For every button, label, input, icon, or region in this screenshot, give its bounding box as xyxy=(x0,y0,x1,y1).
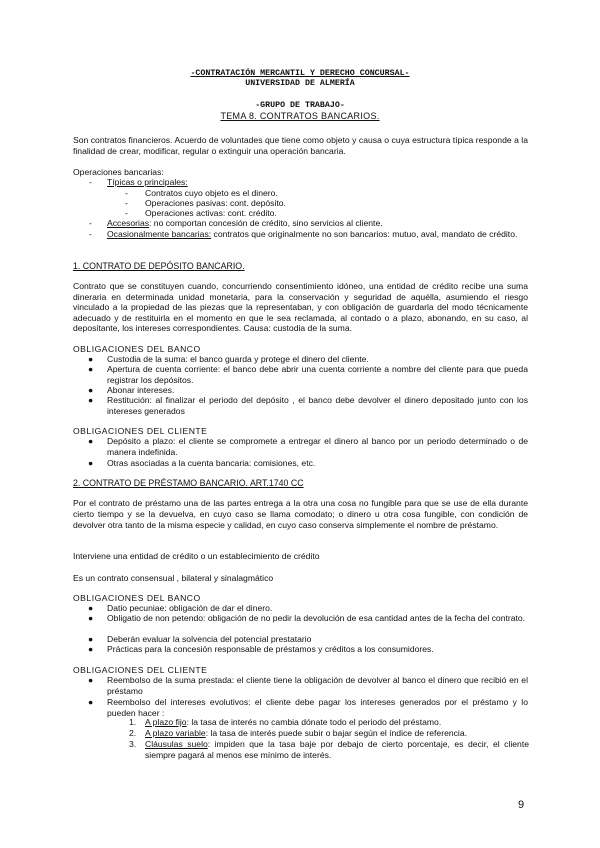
banco-item xyxy=(88,644,528,655)
numbered-text: : la tasa de interés puede subir o bajar según el índice de referencia. xyxy=(205,728,468,738)
sub-dash-marker: - xyxy=(125,188,128,198)
bullet-marker: ● xyxy=(88,697,94,707)
bullet-marker: ● xyxy=(88,354,94,364)
section1-title: 1. CONTRATO DE DEPÓSITO BANCARIO. xyxy=(73,261,245,271)
section1-banco-title: OBLIGACIONES DEL BANCO xyxy=(73,344,201,354)
header-group: -GRUPO DE TRABAJO- xyxy=(255,101,345,110)
banco-item xyxy=(88,354,528,365)
tipicas-label: Típicas o principales: xyxy=(107,177,188,187)
banco-item xyxy=(88,634,528,645)
cliente-item xyxy=(88,675,528,696)
bullet-marker: ● xyxy=(88,644,94,654)
numbered-label: Cláusulas suelo xyxy=(145,739,208,749)
banco-item xyxy=(88,395,528,416)
section2-banco-title: OBLIGACIONES DEL BANCO xyxy=(73,593,201,603)
tipicas-item-text: Contratos cuyo objeto es el dinero. xyxy=(145,188,278,198)
bullet-marker: ● xyxy=(88,364,94,374)
bullet-marker: ● xyxy=(88,675,94,685)
numbered-text: : la tasa de interés no cambia dónate todo el periodo del préstamo. xyxy=(186,717,442,727)
section2-title: 2. CONTRATO DE PRÉSTAMO BANCARIO. ART.1740 CC xyxy=(73,478,304,488)
intro-paragraph: Son contratos financieros. Acuerdo de voluntades que tiene como objeto y causa o cuya estructura típica responde a la finalidad de crear, modificar, regular o extinguir una operación bancaria. xyxy=(73,135,528,156)
tipicas-item xyxy=(125,198,286,209)
bullet-marker: ● xyxy=(88,395,94,405)
banco-item-text: Restitución: al finalizar el periodo del depósito , el banco debe devolver el dinero depositado junto con los intereses generados xyxy=(107,395,528,416)
bullet-marker: ● xyxy=(88,613,94,623)
section2-line-consensual: Es un contrato consensual , bilateral y sinalagmático xyxy=(73,573,274,583)
ocasional-text: contratos que originalmente no son bancarios: mutuo, aval, mandato de crédito. xyxy=(211,229,518,239)
operaciones-title: Operaciones bancarias: xyxy=(73,167,164,177)
banco-item-text: Abonar intereses. xyxy=(107,385,175,395)
accesorias-label: Accesorias xyxy=(107,218,150,228)
ocasional-label: Ocasionalmente bancarias: xyxy=(107,229,212,239)
tipicas-item-text: Operaciones pasivas: cont. depósito. xyxy=(145,198,286,208)
banco-item xyxy=(88,613,528,624)
dash-marker: - xyxy=(89,218,92,228)
bullet-marker: ● xyxy=(88,385,94,395)
banco-item-text: Deberán evaluar la solvencia del potencial prestatario xyxy=(107,634,312,644)
banco-item-text: Obligatio de non petendo: obligación de no pedir la devolución de esa cantidad antes de la fecha del contrato. xyxy=(107,613,526,623)
header-topic: TEMA 8. CONTRATOS BANCARIOS. xyxy=(220,111,380,121)
cliente-item-text: Reembolso de la suma prestada: el cliente tiene la obligación de devolver al banco el dinero que recibió en el préstamo xyxy=(107,675,528,696)
numbered-marker: 1. xyxy=(129,717,137,727)
banco-item xyxy=(88,385,528,396)
header-university: UNIVERSIDAD DE ALMERÍA xyxy=(245,79,355,88)
banco-item-text: Custodia de la suma: el banco guarda y protege el dinero del cliente. xyxy=(107,354,369,364)
banco-item xyxy=(88,364,528,385)
numbered-item xyxy=(129,717,529,728)
sub-dash-marker: - xyxy=(125,198,128,208)
accesorias-text: : no comportan concesión de crédito, sino servicios al cliente. xyxy=(149,218,383,228)
numbered-item xyxy=(129,728,529,739)
numbered-item xyxy=(129,739,529,760)
numbered-label: A plazo fijo xyxy=(145,717,187,727)
tipicas-item xyxy=(125,188,278,199)
bullet-marker: ● xyxy=(88,458,94,468)
numbered-text: : impiden que la tasa baje por debajo de cierto porcentaje, es decir, el cliente siempre pagará al menos ese mínimo de interés. xyxy=(145,739,529,760)
banco-item-text: Apertura de cuenta corriente: el banco debe abrir una cuenta corriente a nombre del cliente para que pueda registrar los depósitos. xyxy=(107,364,528,385)
numbered-marker: 3. xyxy=(129,739,137,749)
banco-item-text: Prácticas para la concesión responsable de préstamos y créditos a los consumidores. xyxy=(107,644,434,654)
section1-cliente-title: OBLIGACIONES DEL CLIENTE xyxy=(73,426,208,436)
numbered-label: A plazo variable xyxy=(145,728,206,738)
header-course: -CONTRATACIÓN MERCANTIL Y DERECHO CONCURSAL- xyxy=(190,69,410,78)
section1-paragraph: Contrato que se constituyen cuando, concurriendo consentimiento idóneo, una entidad de crédito recibe una suma dineraria en determinada unidad monetaria, para la conservación y seguridad de aquélla, asumiendo el riesgo vinculado a la propiedad de las piezas que la representaban, y con obligación de guardarla del modo técnicamente adecuado y de restituirla en el momento en que le sea reclamada, al contado o a plazo, abonando, en su caso, al depositante, los intereses correspondientes. Causa: custodia de la suma. xyxy=(73,281,528,334)
banco-item xyxy=(88,603,528,614)
cliente-item xyxy=(88,436,528,457)
cliente-item-text: Reembolso del intereses evolutivos: el cliente debe pagar los intereses generados por el préstamo y lo pueden hacer : xyxy=(107,697,528,718)
cliente-item xyxy=(88,458,528,469)
section2-paragraph: Por el contrato de préstamo una de las partes entrega a la otra una cosa no fungible para que se use de ella durante cierto tiempo y se la devuelva, en cuyo caso se llama comodato; o dinero u otra cosa fungible, con condición de devolver otra tanto de la misma especie y calidad, en cuyo caso conserva simplemente el nombre de préstamo. xyxy=(73,498,528,530)
banco-item-text: Datio pecuniae: obligación de dar el dinero. xyxy=(107,603,273,613)
section2-cliente-title: OBLIGACIONES DEL CLIENTE xyxy=(73,665,208,675)
operaciones-accesorias xyxy=(89,218,383,229)
tipicas-item-text: Operaciones activas: cont. crédito. xyxy=(145,208,277,218)
cliente-item xyxy=(88,697,528,718)
bullet-marker: ● xyxy=(88,634,94,644)
dash-marker: - xyxy=(89,229,92,239)
sub-dash-marker: - xyxy=(125,208,128,218)
operaciones-tipicas xyxy=(89,177,188,188)
cliente-item-text: Otras asociadas a la cuenta bancaria: comisiones, etc. xyxy=(107,458,316,468)
bullet-marker: ● xyxy=(88,436,94,446)
section2-line-entidad: Interviene una entidad de crédito o un establecimiento de crédito xyxy=(73,551,320,561)
dash-marker: - xyxy=(89,177,92,187)
tipicas-item xyxy=(125,208,277,219)
operaciones-ocasional xyxy=(89,229,529,240)
page-number: 9 xyxy=(518,799,525,811)
bullet-marker: ● xyxy=(88,603,94,613)
cliente-item-text: Depósito a plazo: el cliente se compromete a entregar el dinero al banco por un periodo determinado o de manera indefinida. xyxy=(107,436,528,457)
numbered-marker: 2. xyxy=(129,728,137,738)
